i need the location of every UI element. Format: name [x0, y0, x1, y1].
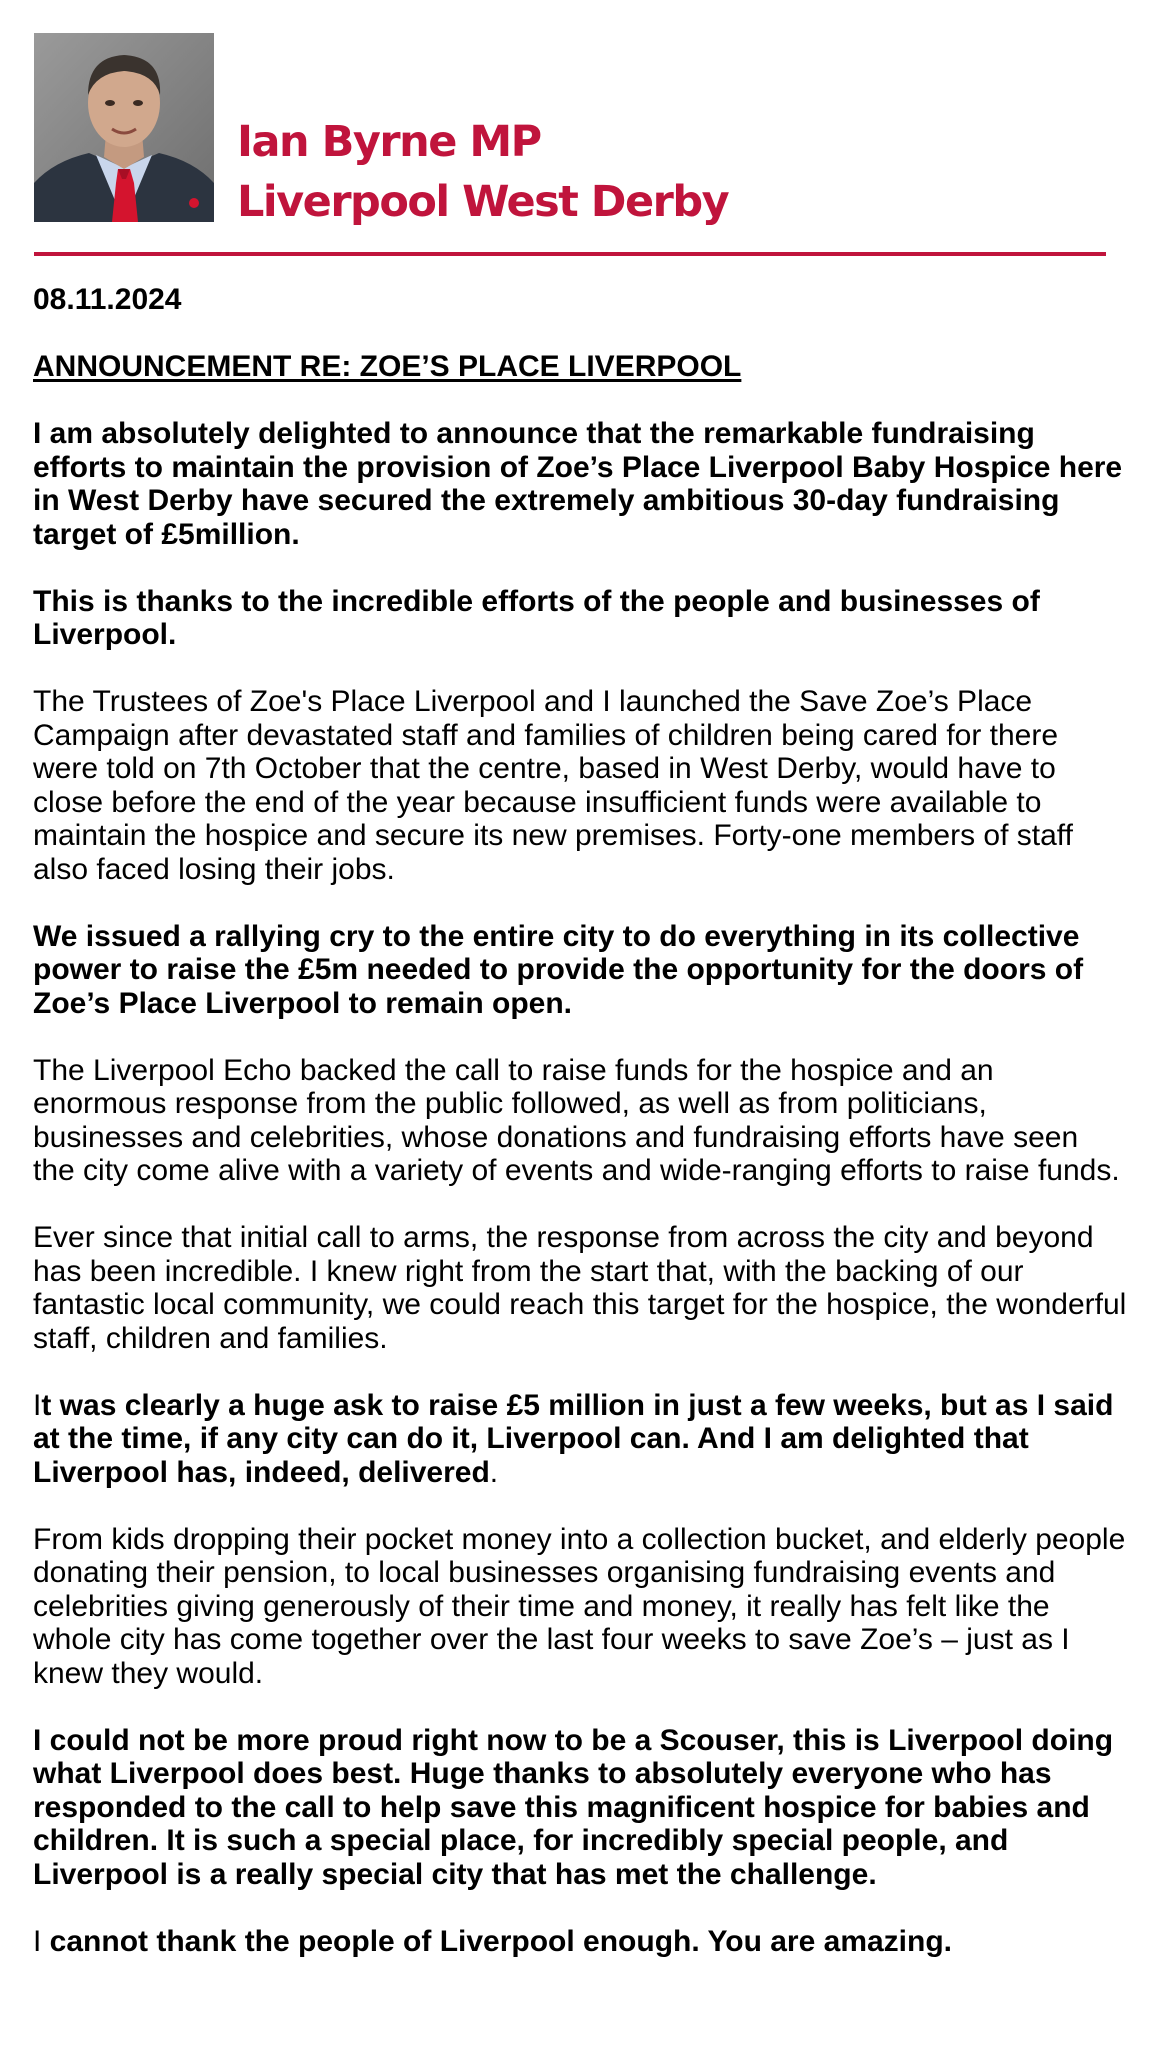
letterhead	[34, 33, 1104, 227]
paragraph-10-bold: cannot thank the people of Liverpool enough. You are amazing.	[41, 1924, 952, 1958]
paragraph-8: From kids dropping their pocket money into a collection bucket, and elderly people donating their pension, to local businesses organising fundraising events and celebrities giving generously of their time and money, it really has felt like the whole city has come together over the last four weeks to save Zoe’s – just as I knew they would.	[33, 1522, 1126, 1690]
paragraph-2: This is thanks to the incredible efforts of the people and businesses of Liverpool.	[33, 584, 1040, 651]
paragraph-7	[33, 1389, 1128, 1490]
header-divider	[34, 252, 1106, 256]
announcement-heading: ANNOUNCEMENT RE: ZOE’S PLACE LIVERPOOL	[33, 350, 742, 383]
paragraph-6: Ever since that initial call to arms, the response from across the city and beyond has been incredible. I knew right from the start that, with the backing of our fantastic local community, we could reach this target for the hospice, the wonderful staff, children and families.	[33, 1221, 1127, 1355]
paragraph-3: The Trustees of Zoe's Place Liverpool and I launched the Save Zoe’s Place Campaign after devastated staff and families of children being cared for there were told on 7th October that the centre, based in West Derby, would have to close before the end of the year because insufficient funds were available to maintain the hospice and secure its new premises. Forty-one members of staff also faced losing their jobs.	[33, 685, 1073, 886]
paragraph-10-lead: I	[33, 1924, 42, 1958]
paragraph-7-tail: .	[489, 1455, 499, 1489]
paragraph-7-lead: I	[33, 1388, 42, 1422]
mp-constituency: Liverpool West Derby	[237, 177, 729, 227]
mp-name: Ian Byrne MP	[237, 117, 541, 167]
paragraph-5: The Liverpool Echo backed the call to raise funds for the hospice and an enormous response from the public followed, as well as from politicians, businesses and celebrities, whose donations and fundraising efforts have seen the city come alive with a variety of events and wide-ranging efforts to raise funds.	[33, 1053, 1120, 1187]
letter-body	[33, 283, 1128, 1992]
paragraph-7-bold: t was clearly a huge ask to raise £5 million in just a few weeks, but as I said at the time, if any city can do it, Liverpool can. And I am delighted that Liverpool has, indeed, delivered	[33, 1388, 1114, 1489]
paragraph-9: I could not be more proud right now to be a Scouser, this is Liverpool doing what Liverpool does best. Huge thanks to absolutely everyone who has responded to the call to help save this magnificent hospice for babies and children. It is such a special place, for incredibly special people, and Liverpool is a really special city that has met the challenge.	[33, 1723, 1114, 1891]
paragraph-10	[33, 1925, 1128, 1959]
paragraph-4: We issued a rallying cry to the entire city to do everything in its collective power to raise the £5m needed to provide the opportunity for the doors of Zoe’s Place Liverpool to remain open.	[33, 919, 1084, 1020]
letter-date: 08.11.2024	[33, 283, 182, 316]
paragraph-1: I am absolutely delighted to announce that the remarkable fundraising efforts to maintain the provision of Zoe’s Place Liverpool Baby Hospice here in West Derby have secured the extremely ambitious 30-day fundraising target of £5million.	[33, 417, 1123, 551]
mp-portrait-photo	[34, 33, 214, 222]
